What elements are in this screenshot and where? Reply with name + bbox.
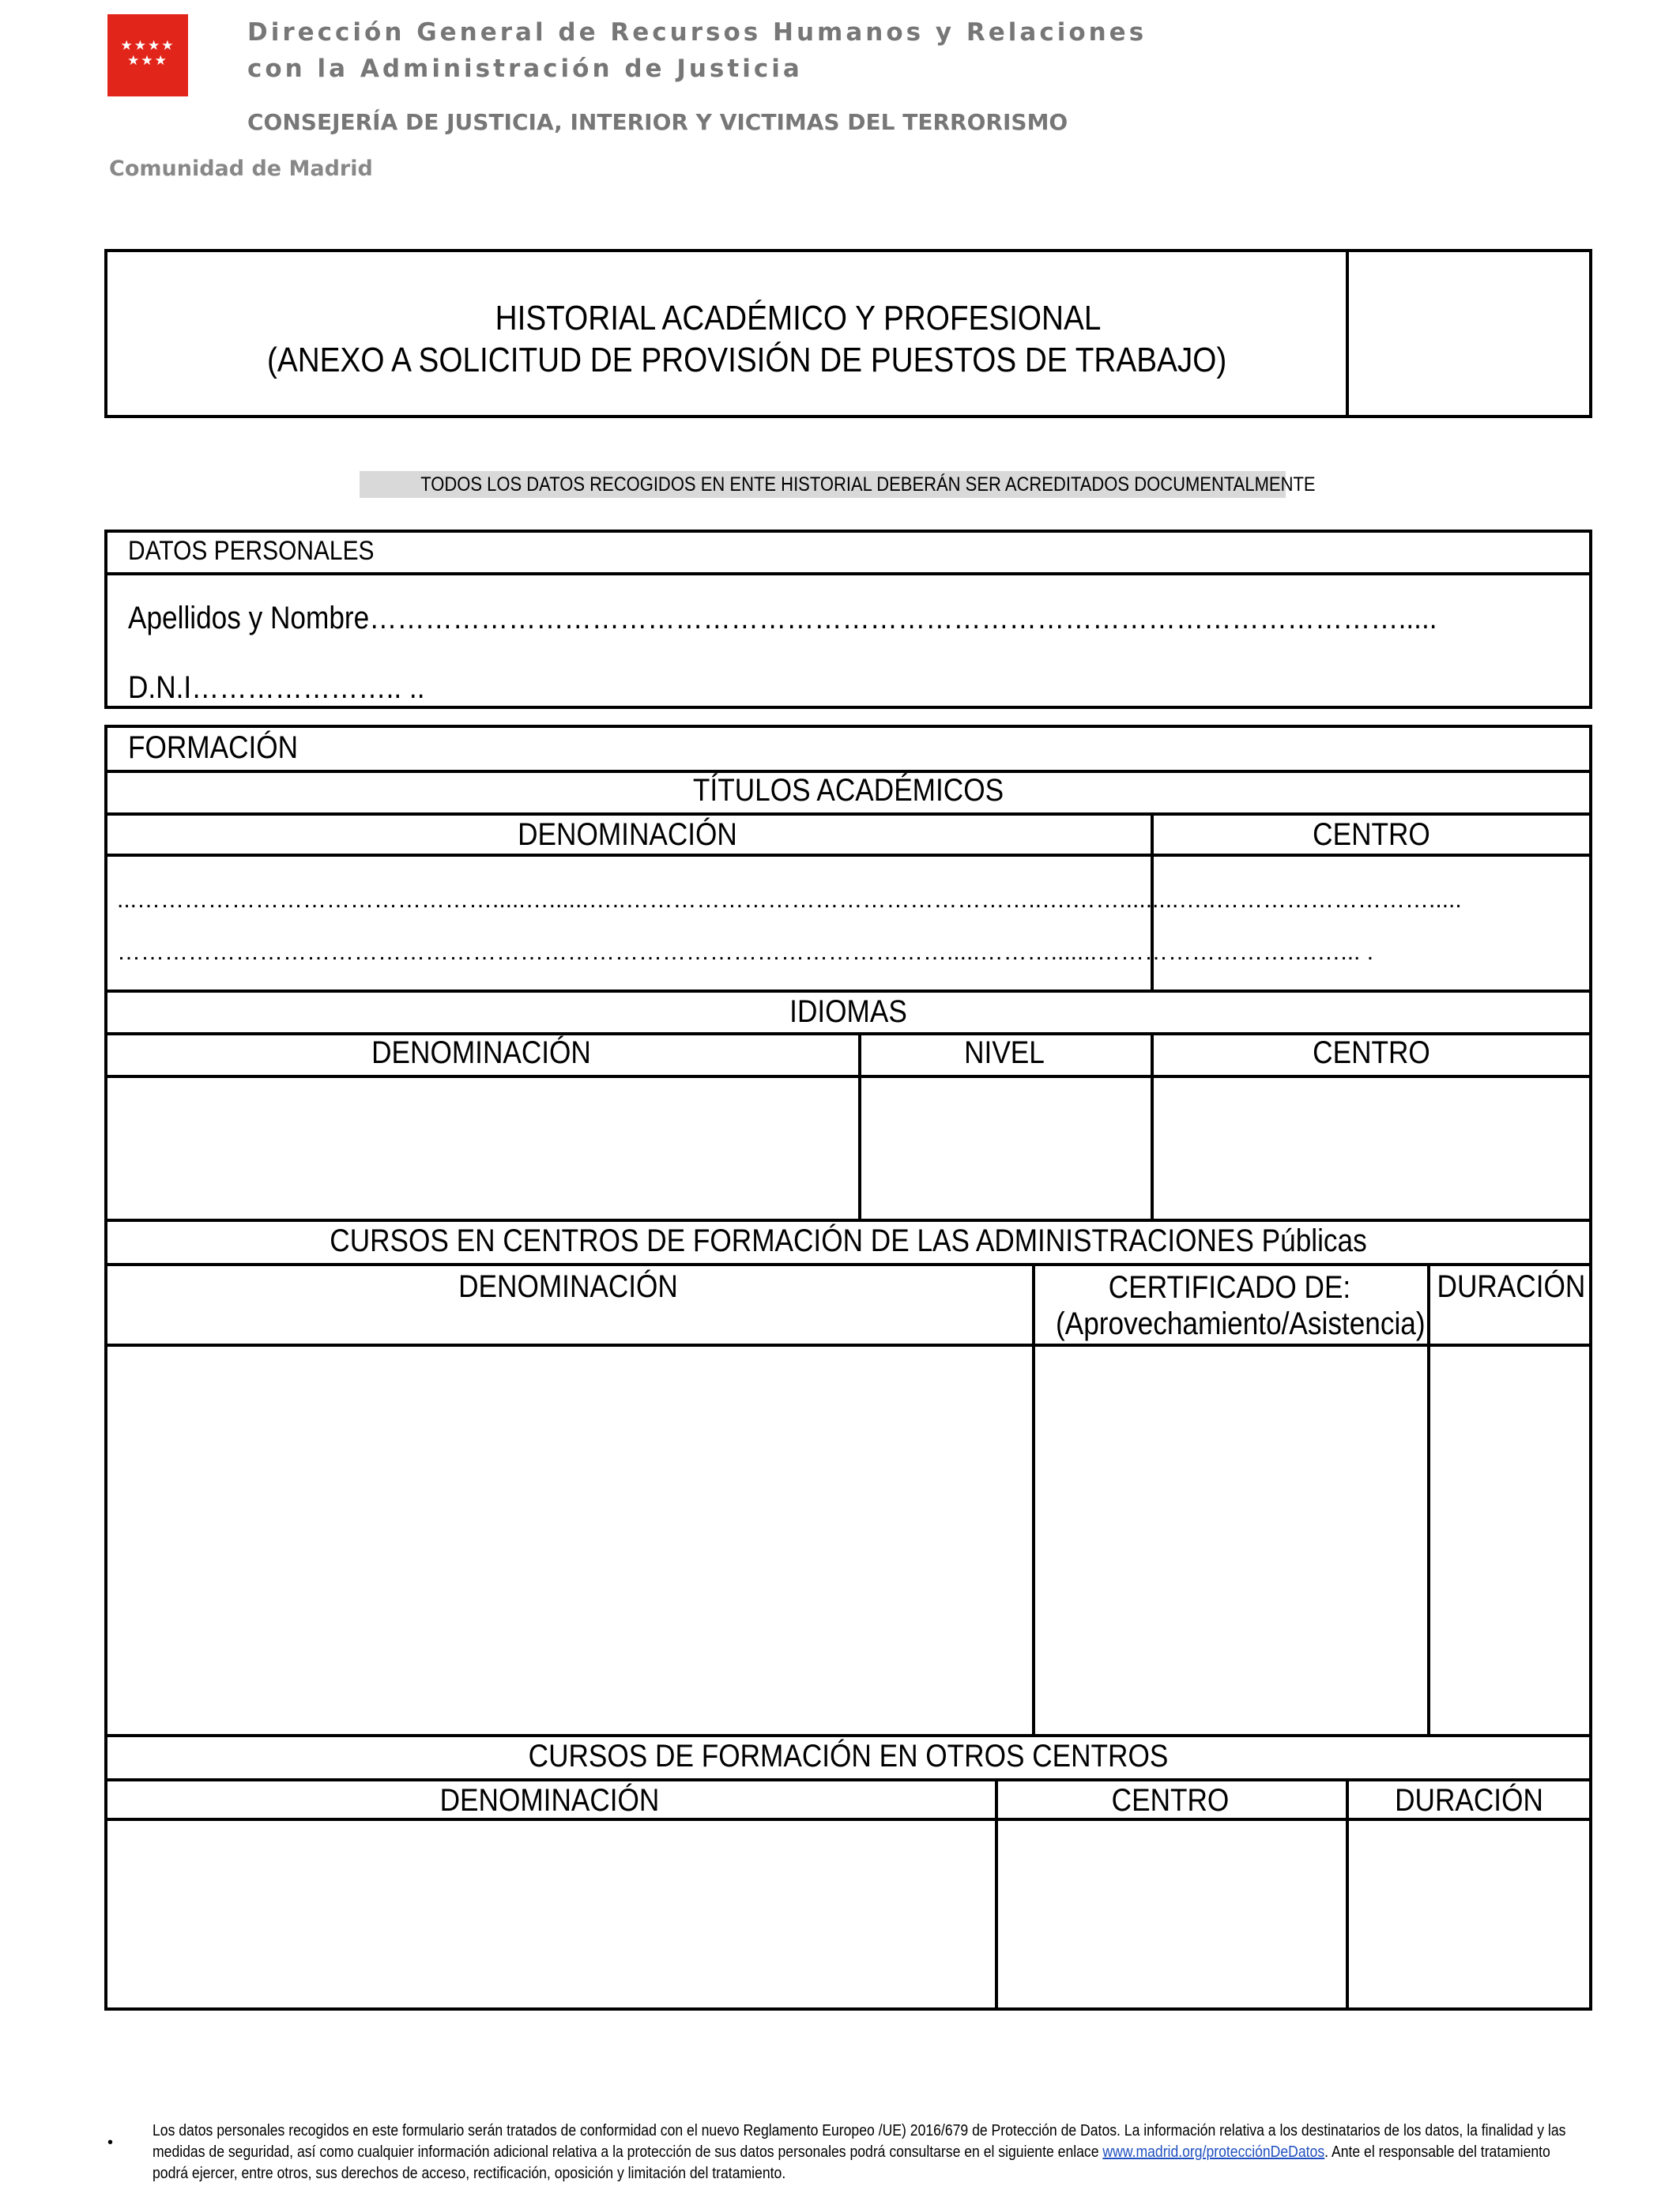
- datos-personales-heading: DATOS PERSONALES: [128, 536, 375, 566]
- cursos-otros-col-centro: CENTRO: [1111, 1783, 1230, 1818]
- cursos-otros-col-duracion: DURACIÓN: [1395, 1783, 1543, 1818]
- idiomas-col-centro: CENTRO: [1313, 1035, 1430, 1070]
- cursos-otros-header-line: [104, 1778, 1592, 1781]
- footer-text-after: . Ante el responsable del tratamiento podrá ejercer, entre otros, sus derechos de acceso, rectificación, oposición y limitación del tratamiento.: [153, 2143, 1550, 2182]
- cursos-admin-certificado-sub: (Aprovechamiento/Asistencia): [1056, 1306, 1426, 1341]
- idiomas-col-nivel: NIVEL: [964, 1035, 1045, 1070]
- cursos-otros-heading: CURSOS DE FORMACIÓN EN OTROS CENTROS: [528, 1739, 1169, 1774]
- comunidad-madrid-logo: [107, 14, 188, 96]
- direccion-line1: Dirección General de Recursos Humanos y Relaciones: [247, 18, 1147, 47]
- titulos-header-line: [104, 812, 1592, 816]
- direccion-general: [247, 14, 1147, 87]
- footer-text-before: Los datos personales recogidos en este formulario serán tratados de conformidad con el nuevo Reglamento Europeo /UE) 2016/679 de Protección de Datos. La información relativa a los destinatarios de los datos, la finalidad y las medidas de seguridad, así como cualquier información adicional relativa a la protección de sus datos personales podrá consultarse en el siguiente enlace: [153, 2122, 1566, 2161]
- stars-icon: ★★★★ ★★★: [120, 38, 175, 68]
- idiomas-heading: IDIOMAS: [789, 994, 907, 1029]
- titulos-col-centro: CENTRO: [1313, 817, 1430, 852]
- cursos-admin-heading: CURSOS EN CENTROS DE FORMACIÓN DE LAS ADMINISTRACIONES Públicas: [330, 1223, 1367, 1258]
- direccion-line2: con la Administración de Justicia: [247, 55, 803, 83]
- cursos-admin-body-line: [104, 1344, 1592, 1347]
- cursos-admin-header-line: [104, 1263, 1592, 1266]
- title-box-divider: [1346, 249, 1349, 418]
- cursos-otros-top-line: [104, 1734, 1592, 1737]
- titulos-row-2[interactable]: …………………………………………………………………………………………….....……….......……………………….…... .: [117, 939, 1374, 965]
- cursos-admin-col-duracion: DURACIÓN: [1437, 1269, 1586, 1304]
- document-title: [485, 298, 1111, 339]
- cursos-otros-body-line: [104, 1818, 1592, 1821]
- document-subtitle: (ANEXO A SOLICITUD DE PROVISIÓN DE PUESTOS DE TRABAJO): [267, 341, 1227, 379]
- cursos-admin-top-line: [104, 1219, 1592, 1222]
- cursos-admin-col-divider-1: [1032, 1263, 1035, 1734]
- privacy-footer: [153, 2120, 1575, 2185]
- notice-text: TODOS LOS DATOS RECOGIDOS EN ENTE HISTORIAL DEBERÁN SER ACREDITADOS DOCUMENTALMENTE: [420, 473, 1316, 496]
- idiomas-body-line: [104, 1075, 1592, 1078]
- formacion-heading: FORMACIÓN: [128, 730, 299, 765]
- cursos-admin-col-divider-2: [1427, 1263, 1430, 1734]
- dni-field[interactable]: D.N.I………………….. ..: [128, 670, 425, 705]
- comunidad-label: Comunidad de Madrid: [109, 156, 373, 181]
- datos-personales-divider: [104, 572, 1592, 575]
- idiomas-col-divider-1: [858, 1032, 861, 1219]
- privacy-link[interactable]: www.madrid.org/protecciónDeDatos: [1102, 2143, 1325, 2161]
- apellidos-field[interactable]: Apellidos y Nombre………………………………………………………………………………………………….....: [128, 601, 1437, 635]
- titulos-col-denominacion: DENOMINACIÓN: [518, 817, 737, 852]
- cursos-otros-col-divider-1: [995, 1778, 998, 2011]
- notice-banner: [360, 471, 1316, 498]
- cursos-otros-col-denominacion: DENOMINACIÓN: [439, 1783, 660, 1818]
- titulos-body-line: [104, 854, 1592, 857]
- cursos-otros-col-divider-2: [1346, 1778, 1349, 2011]
- consejeria-title: CONSEJERÍA DE JUSTICIA, INTERIOR Y VICTIMAS DEL TERRORISMO: [247, 109, 1068, 135]
- titulos-heading: TÍTULOS ACADÉMICOS: [692, 773, 1004, 808]
- footer-bullet: •: [107, 2134, 114, 2151]
- idiomas-top-line: [104, 990, 1592, 993]
- idiomas-col-divider-2: [1151, 1032, 1154, 1219]
- cursos-admin-certificado-label: CERTIFICADO DE:: [1108, 1270, 1351, 1305]
- cursos-admin-col-certificado: [1056, 1269, 1426, 1342]
- idiomas-col-denominacion: DENOMINACIÓN: [371, 1035, 591, 1070]
- title-line1: HISTORIAL ACADÉMICO Y PROFESIONAL: [495, 299, 1102, 337]
- titulos-row-1[interactable]: ...……………………………………….....…......…..……………………………………………..….…….........…..……………………….....: [117, 887, 1462, 913]
- cursos-admin-col-denominacion: DENOMINACIÓN: [458, 1269, 678, 1304]
